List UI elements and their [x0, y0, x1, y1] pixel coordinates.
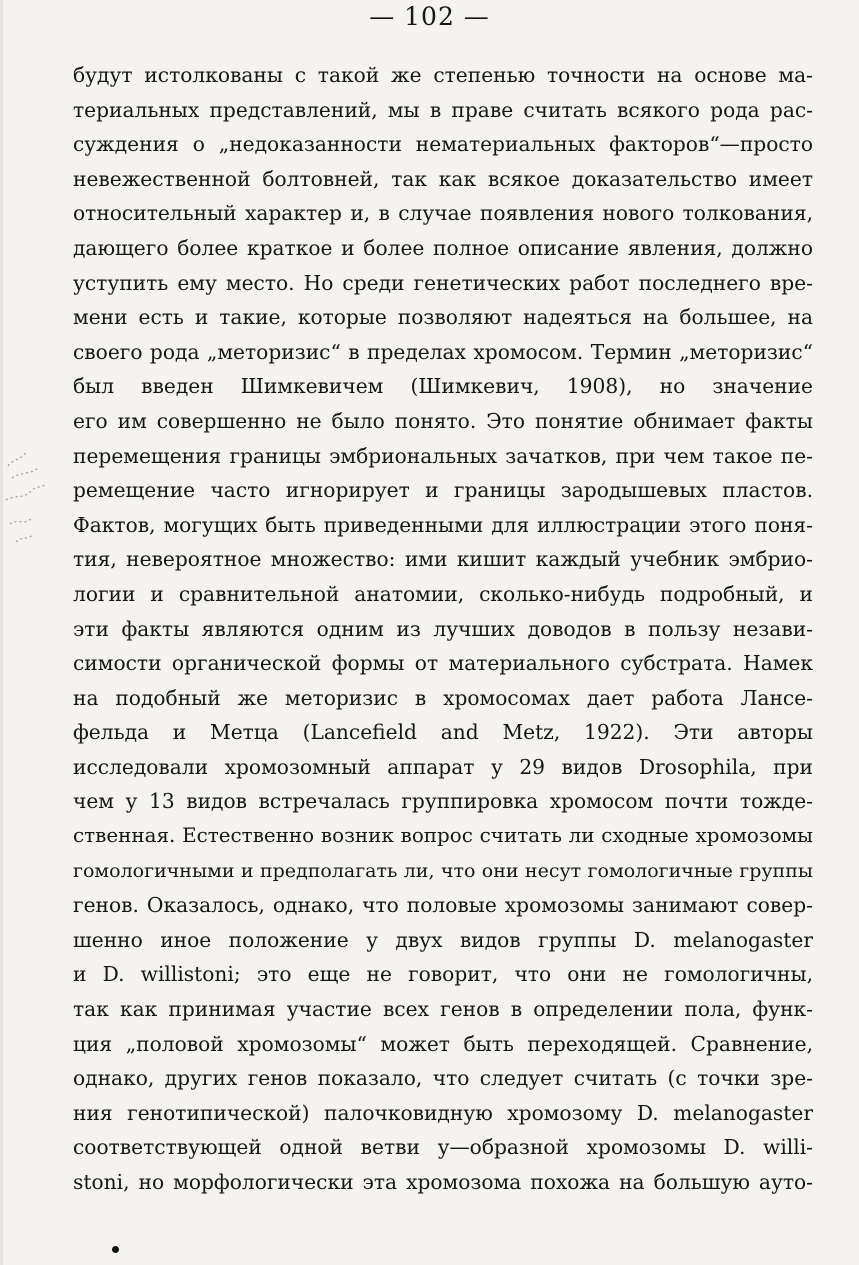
text-line: был введен Шимкевичем (Шимкевич, 1908), но значение — [73, 374, 813, 399]
text-line: гомологичными и предполагать ли, что они несут гомологичные группы — [73, 859, 813, 882]
text-line: ния генотипической) палочковидную хромозому D. melanogaster — [73, 1100, 813, 1125]
page-edge-shadow — [0, 0, 3, 1265]
text-line: своего рода „меторизис“ в пределах хромосом. Термин „меторизис“ — [73, 339, 813, 364]
text-line: эти факты являются одним из лучших доводов в пользу незави- — [73, 616, 813, 641]
text-line: ремещение часто игнорирует и границы зародышевых пластов. — [73, 478, 813, 503]
body-text — [73, 58, 813, 1200]
text-line: териальных представлений, мы в праве считать всякого рода рас- — [73, 97, 813, 122]
text-line: однако, других генов показало, что следует считать (с точки зре- — [73, 1066, 813, 1091]
text-line: ственная. Естественно возник вопрос считать ли сходные хромозомы — [73, 824, 813, 848]
text-line: перемещения границы эмбриональных зачатков, при чем такое пе- — [73, 443, 813, 468]
margin-handwriting-mark — [2, 438, 50, 558]
ink-dot — [112, 1246, 119, 1253]
text-line: уступить ему место. Но среди генетических работ последнего вре- — [73, 270, 813, 295]
text-line: исследовали хромозомный аппарат у 29 видов Drosophila, при — [73, 754, 813, 779]
text-line: шенно иное положение у двух видов группы D. melanogaster — [73, 927, 813, 952]
text-line: тия, невероятное множество: ими кишит каждый учебник эмбрио- — [73, 547, 813, 572]
text-line: чем у 13 видов встречалась группировка хромосом почти тожде- — [73, 789, 813, 814]
text-line: Фактов, могущих быть приведенными для иллюстрации этого поня- — [73, 512, 813, 537]
text-line: дающего более краткое и более полное описание явления, должно — [73, 235, 813, 260]
text-line: ция „половой хромозомы“ может быть переходящей. Сравнение, — [73, 1031, 813, 1056]
text-line: и D. willistoni; это еще не говорит, что они не гомологичны, — [73, 962, 813, 987]
text-line: будут истолкованы с такой же степенью точности на основе ма- — [73, 63, 813, 87]
text-line: на подобный же меторизис в хромосомах дает работа Лансе- — [73, 685, 813, 710]
text-line: невежественной болтовней, так как всякое доказательство имеет — [73, 166, 813, 191]
text-line: генов. Оказалось, однако, что половые хромозомы занимают совер- — [73, 893, 813, 918]
text-line: stoni, но морфологически эта хромозома похожа на большую ауто- — [73, 1170, 813, 1194]
text-line: относительный характер и, в случае появления нового толкования, — [73, 201, 813, 226]
text-line: его им совершенно не было понято. Это понятие обнимает факты — [73, 408, 813, 433]
text-line: суждения о „недоказанности нематериальных факторов“—просто — [73, 132, 813, 157]
text-line: логии и сравнительной анатомии, сколько-нибудь подробный, и — [73, 581, 813, 606]
text-line: мени есть и такие, которые позволяют надеяться на большее, на — [73, 305, 813, 330]
text-line: симости органической формы от материального субстрата. Намек — [73, 651, 813, 676]
text-line: так как принимая участие всех генов в определении пола, функ- — [73, 997, 813, 1022]
text-line: соответствующей одной ветви у—образной хромозомы D. willi- — [73, 1135, 813, 1160]
page-number: — 102 — — [369, 2, 490, 31]
text-line: фельда и Метца (Lancefield and Metz, 1922). Эти авторы — [73, 720, 813, 745]
